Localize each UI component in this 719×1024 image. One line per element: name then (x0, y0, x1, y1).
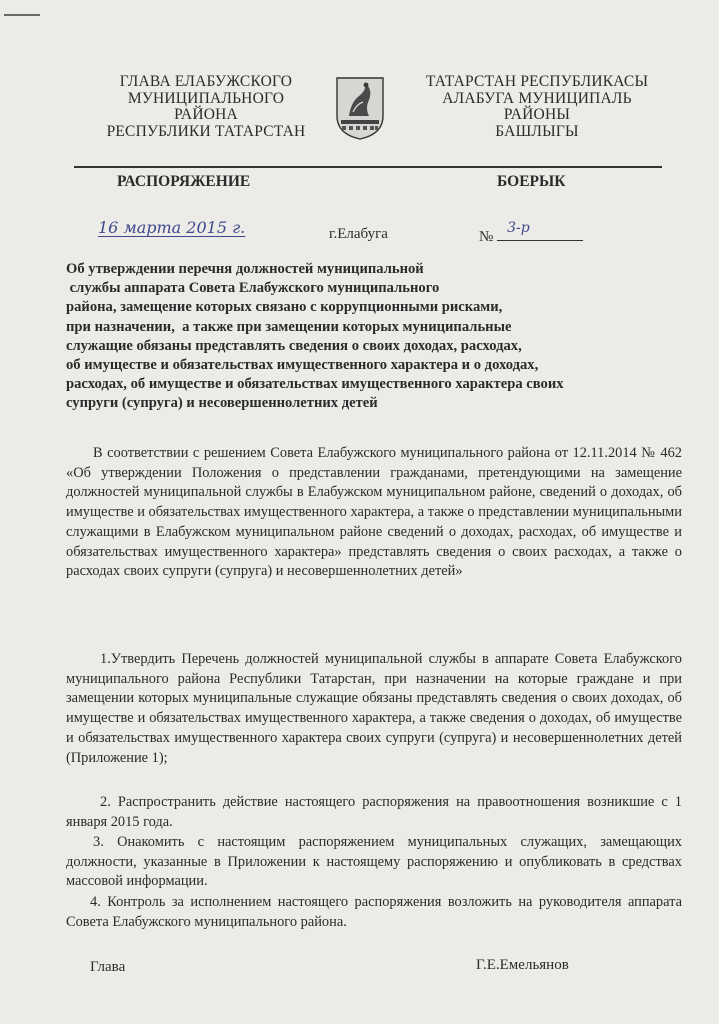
signatory-title: Глава (90, 959, 126, 975)
document-number (479, 220, 583, 246)
header-right-line: БАШЛЫГЫ (495, 122, 579, 140)
scan-edge-mark (4, 14, 40, 16)
number-prefix: № (479, 229, 494, 245)
document-type-ru: РАСПОРЯЖЕНИЕ (117, 173, 251, 190)
header-left-line: ГЛАВА ЕЛАБУЖСКОГО (119, 73, 293, 90)
city-label: г.Елабуга (329, 226, 388, 242)
document-subject (66, 260, 686, 414)
number-field (497, 220, 583, 241)
subject-line: об имуществе и обязательствах имущественного характера и о доходах, (66, 357, 539, 374)
subject-line: расходах, об имуществе и обязательствах имущественного характера своих (66, 376, 564, 393)
signatory-name: Г.Е.Емельянов (476, 957, 569, 973)
subject-line: при назначении, а также при замещении которых муниципальные (66, 318, 512, 335)
subject-line: службы аппарата Совета Елабужского муниципального (66, 280, 440, 297)
header-right-line: РАЙОНЫ (503, 106, 571, 123)
document-type-tt: БОЕРЫК (497, 173, 566, 190)
order-item-3: 3. Онакомить с настоящим распоряжением муниципальных служащих, замещающих должности, указанные в Приложении к настоящему распоряжению и опубликовать в средствах массовой информации. (66, 834, 682, 890)
header-left-line: МУНИЦИПАЛЬНОГО (127, 89, 285, 107)
subject-line: Об утверждении перечня должностей муниципальной (66, 261, 424, 277)
header-left-line: РЕСПУБЛИКИ ТАТАРСТАН (106, 122, 306, 140)
order-item-2: 2. Распространить действие настоящего распоряжения на правоотношения возникшие с 1 января 2015 года. (66, 794, 682, 830)
handwritten-number: 3-р (507, 220, 530, 236)
elabuga-coat-of-arms-icon (335, 76, 385, 140)
order-item-1: 1.Утвердить Перечень должностей муниципальной службы в аппарате Совета Елабужского муниципального района Республики Татарстан, при назначении на которые граждане и при замещении которых муниципальные служащие обязаны представлять сведения о своих доходах, об имуществе и обязательствах имущественного характера, а также сведения о доходах, об имуществе и обязательствах имущественного характера своих супруги (супруга) и несовершеннолетних детей (Приложение 1); (66, 651, 682, 766)
preamble-paragraph: В соответствии с решением Совета Елабужского муниципального района от 12.11.2014 № 462 «Об утверждении Положения о представлении гражданами, претендующими на замещение должностей муниципальной службы в Елабужском муниципальном районе, сведений о доходах, об имуществе и обязательствах имущественного характера, а также о представлении муниципальными служащими в Елабужском муниципальном районе сведений о доходах, расходах, об имуществе и обязательствах имущественного характера» представлять сведения о своих расходах, а также о расходах своих супруги (супруга) и несовершеннолетних детей» (66, 445, 682, 580)
header-right-block (402, 74, 672, 140)
header-right-line: АЛАБУГА МУНИЦИПАЛЬ (442, 89, 632, 107)
header-left-line: РАЙОНА (174, 106, 238, 123)
subject-line: служащие обязаны представлять сведения о своих доходах, расходах, (66, 337, 522, 354)
subject-line: супруги (супруга) и несовершеннолетних детей (66, 395, 378, 412)
header-left-block (96, 74, 316, 140)
header-right-line: ТАТАРСТАН РЕСПУБЛИКАСЫ (425, 73, 649, 90)
order-item-4: 4. Контроль за исполнением настоящего распоряжения возложить на руководителя аппарата Совета Елабужского муниципального района. (66, 894, 682, 930)
header-divider (74, 166, 662, 168)
subject-line: района, замещение которых связано с коррупционными рисками, (66, 299, 503, 316)
handwritten-date: 16 марта 2015 г. (98, 218, 246, 237)
